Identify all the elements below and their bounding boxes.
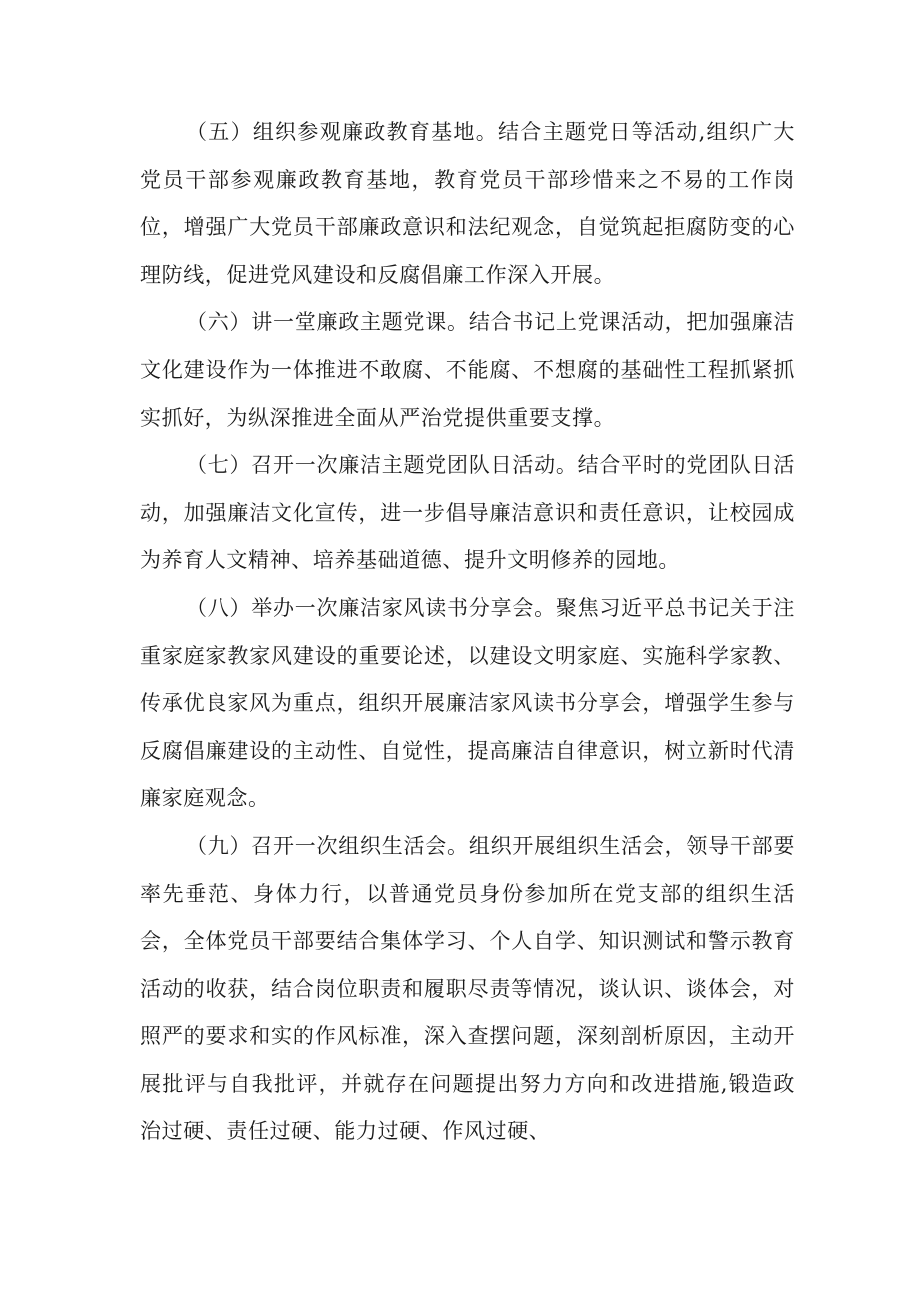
paragraph-6-party-lecture: （六）讲一堂廉政主题党课。结合书记上党课活动，把加强廉洁文化建设作为一体推进不敢腐、不能腐、不想腐的基础性工程抓紧抓实抓好，为纵深推进全面从严治党提供重要支撑。 — [140, 310, 795, 430]
paragraph-7-team-day-activity: （七）召开一次廉洁主题党团队日活动。结合平时的党团队日活动，加强廉洁文化宣传，进一步倡导廉洁意识和责任意识，让校园成为养育人文精神、培养基础道德、提升文明修养的园地。 — [140, 453, 795, 573]
paragraph-8-reading-session: （八）举办一次廉洁家风读书分享会。聚焦习近平总书记关于注重家庭家教家风建设的重要论述，以建设文明家庭、实施科学家教、传承优良家风为重点，组织开展廉洁家风读书分享会，增强学生参与反腐倡廉建设的主动性、自觉性，提高廉洁自律意识，树立新时代清廉家庭观念。 — [140, 595, 795, 811]
paragraph-5-visit-education-base: （五）组织参观廉政教育基地。结合主题党日等活动,组织广大党员干部参观廉政教育基地，教育党员干部珍惜来之不易的工作岗位，增强广大党员干部廉政意识和法纪观念，自觉筑起拒腐防变的心理防线，促进党风建设和反腐倡廉工作深入开展。 — [140, 120, 795, 287]
document-page — [140, 109, 795, 1156]
paragraph-9-organizational-meeting: （九）召开一次组织生活会。组织开展组织生活会，领导干部要率先垂范、身体力行，以普通党员身份参加所在党支部的组织生活会，全体党员干部要结合集体学习、个人自学、知识测试和警示教育活动的收获，结合岗位职责和履职尽责等情况，谈认识、谈体会，对照严的要求和实的作风标准，深入查摆问题，深刻剖析原因，主动开展批评与自我批评，并就存在问题提出努力方向和改进措施,锻造政治过硬、责任过硬、能力过硬、作风过硬、 — [140, 833, 795, 1144]
